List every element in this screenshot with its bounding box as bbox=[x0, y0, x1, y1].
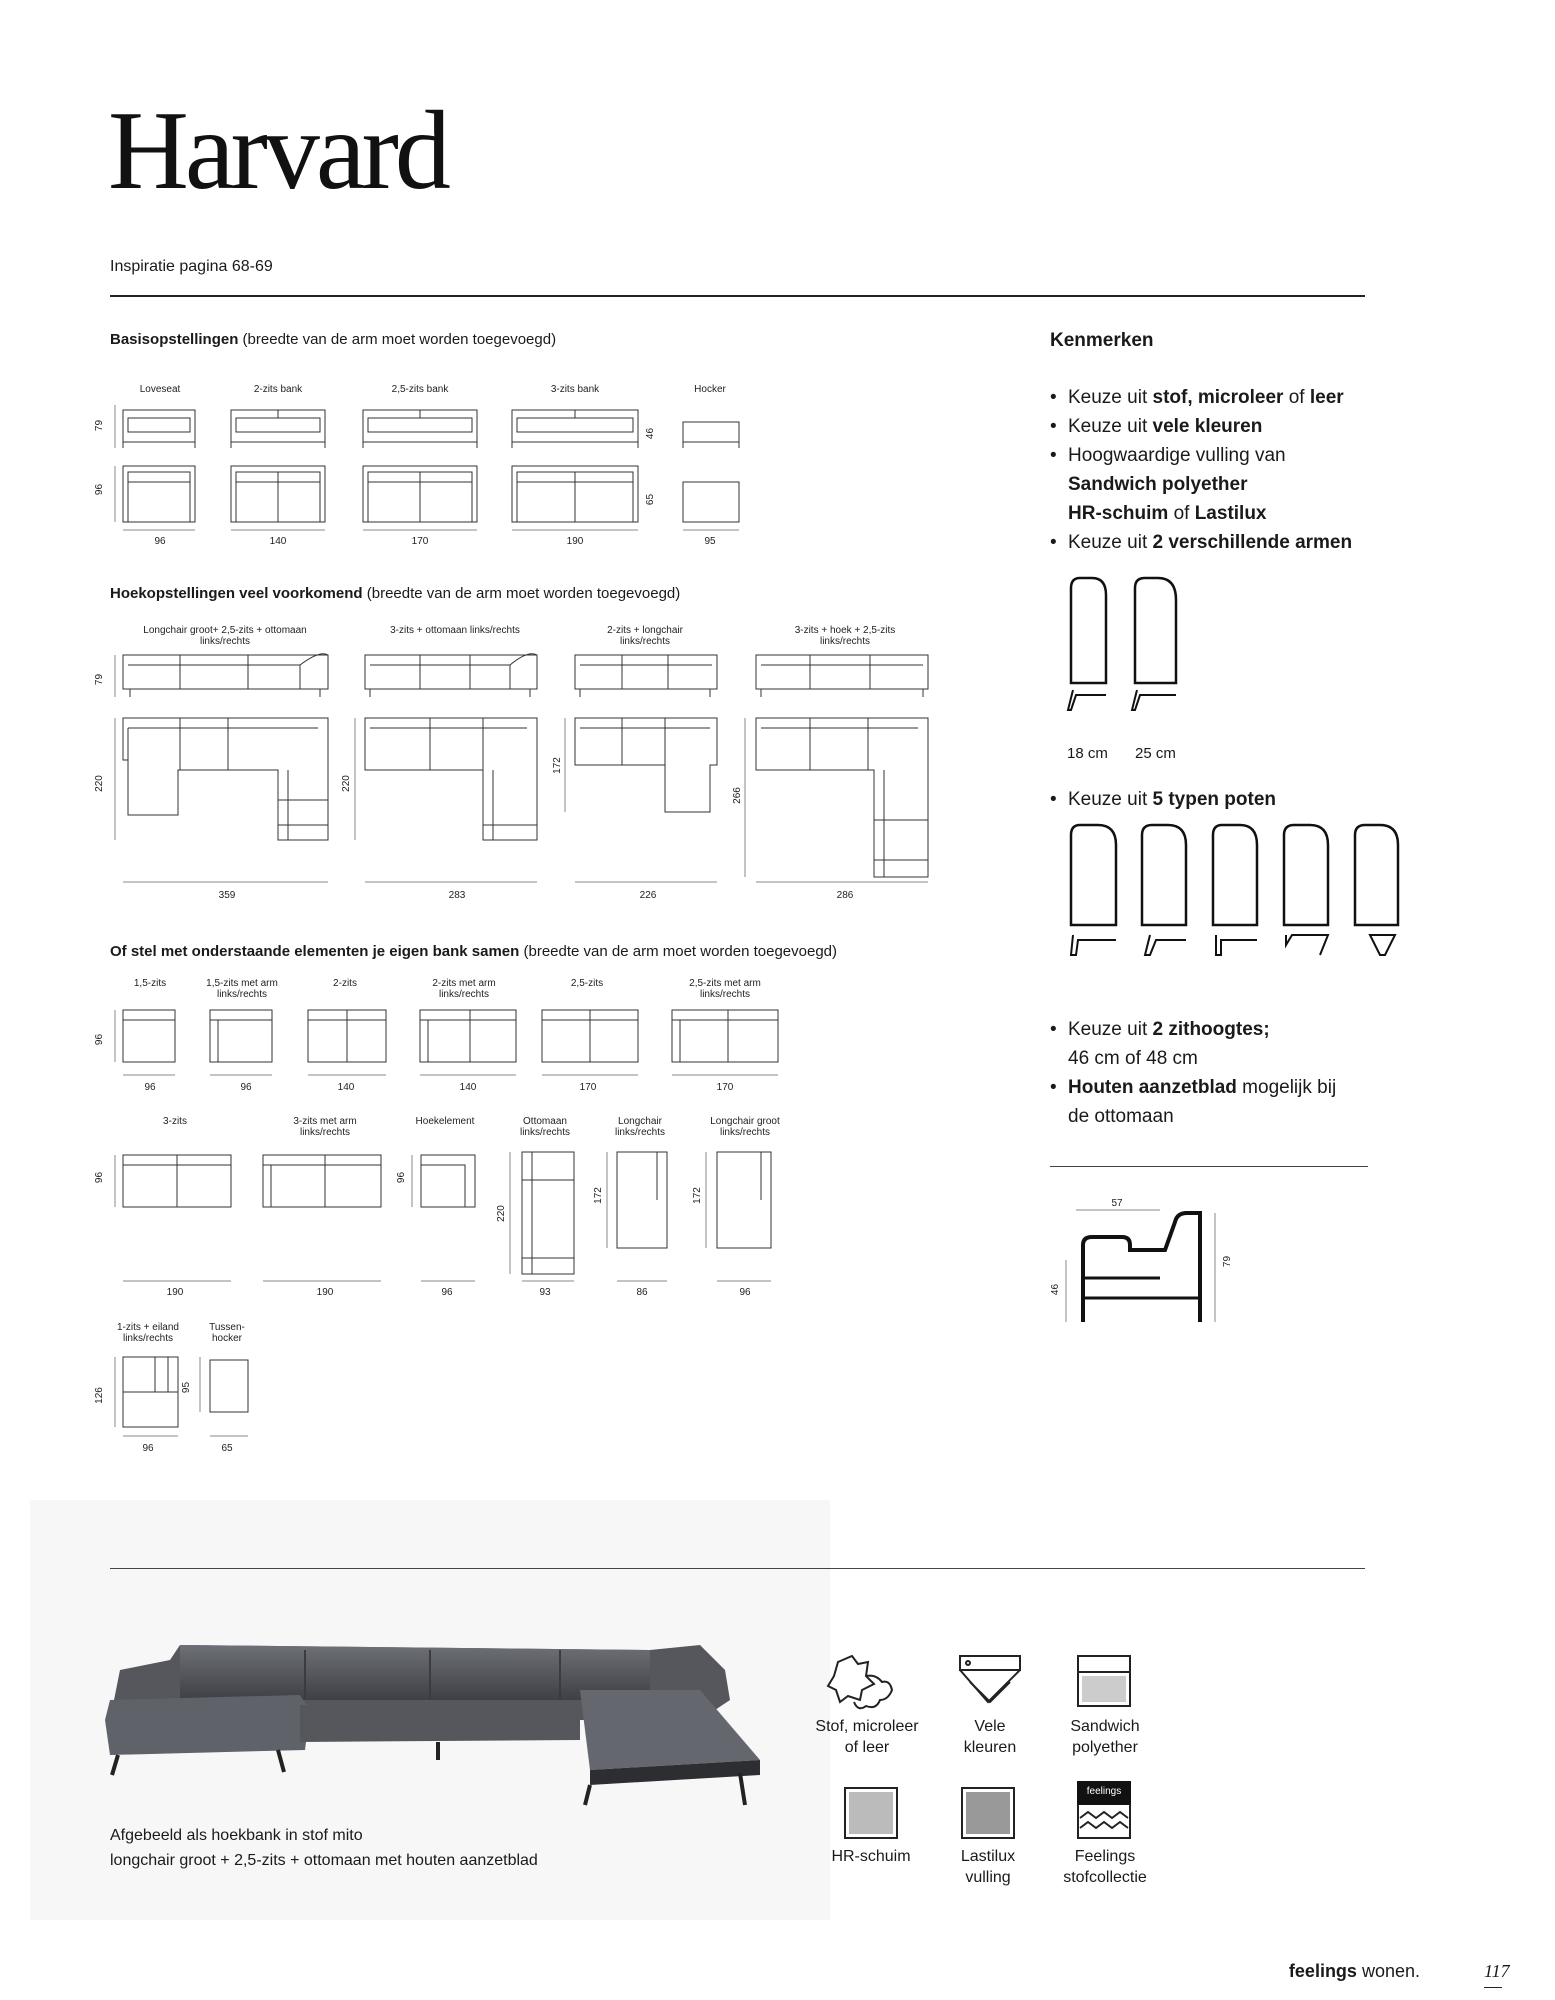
elem-label: 2-zits bbox=[333, 978, 357, 989]
elem-label: 2-zits met arm links/rechts bbox=[432, 978, 496, 1000]
icon-label-kleuren: Vele kleuren bbox=[963, 1718, 1017, 1756]
dim-label: 126 bbox=[93, 1387, 105, 1404]
dim-label: 140 bbox=[459, 1082, 477, 1093]
2-zits-label: 2-zits bank bbox=[253, 384, 303, 395]
hocker-label: Hocker bbox=[694, 384, 726, 395]
elem-label: 2,5-zits bbox=[570, 978, 604, 989]
feature-item: • Keuze uit 5 typen poten bbox=[1050, 785, 1370, 814]
dim-label: 96 bbox=[142, 1443, 154, 1454]
dim-label: 57 bbox=[1111, 1198, 1123, 1209]
page-title: Harvard bbox=[108, 89, 447, 213]
hoek-4-label: 3-zits + hoek + 2,5-zits links/rechts bbox=[794, 625, 896, 647]
hr-schuim-icon bbox=[845, 1788, 897, 1838]
features-heading: Kenmerken bbox=[1050, 330, 1154, 351]
dim-label: 190 bbox=[166, 1287, 184, 1298]
caption-line-1: Afgebeeld als hoekbank in stof mito bbox=[110, 1827, 363, 1844]
dim-label: 266 bbox=[731, 787, 743, 804]
2-5-zits-label: 2,5-zits bank bbox=[391, 384, 449, 395]
dim-label: 220 bbox=[93, 775, 105, 792]
dim-label: 190 bbox=[566, 536, 584, 547]
elem-label: 1,5-zits bbox=[133, 978, 167, 989]
elem-label: 1,5-zits met arm links/rechts bbox=[206, 978, 278, 1000]
feature-item: • Keuze uit stof, microleer of leer bbox=[1050, 383, 1370, 412]
dim-label: 172 bbox=[592, 1187, 604, 1204]
section-elementen-heading: Of stel met onderstaande elementen je eigen bank samen (breedte van de arm moet worden toegevoegd) bbox=[110, 943, 838, 960]
dim-label: 96 bbox=[94, 1171, 106, 1184]
loveseat-label: Loveseat bbox=[139, 384, 181, 395]
inspiration-note: Inspiratie pagina 68-69 bbox=[110, 258, 273, 275]
vele-kleuren-icon bbox=[960, 1656, 1020, 1702]
hoek-2-label: 3-zits + ottomaan links/rechts bbox=[390, 625, 520, 636]
dim-label: 172 bbox=[691, 1187, 703, 1204]
elem-label: Longchair links/rechts bbox=[614, 1116, 665, 1138]
dim-label: 46 bbox=[1050, 1283, 1062, 1296]
dim-label: 79 bbox=[94, 419, 106, 432]
dim-label: 93 bbox=[539, 1287, 551, 1298]
dim-label: 79 bbox=[1222, 1255, 1234, 1268]
dim-label: 65 bbox=[645, 493, 657, 506]
dim-label: 79 bbox=[94, 673, 106, 686]
dim-label: 95 bbox=[704, 536, 716, 547]
dim-label: 170 bbox=[579, 1082, 597, 1093]
dim-label: 286 bbox=[836, 890, 854, 901]
icon-label-sandwich: Sandwich polyether bbox=[1070, 1718, 1140, 1756]
dim-label: 226 bbox=[639, 890, 657, 901]
dim-label: 86 bbox=[636, 1287, 648, 1298]
elem-label: Hoekelement bbox=[415, 1116, 475, 1127]
dim-label: 96 bbox=[154, 536, 166, 547]
dim-label: 95 bbox=[181, 1381, 193, 1394]
dim-label: 140 bbox=[337, 1082, 355, 1093]
dim-label: 220 bbox=[495, 1205, 507, 1222]
elem-label: 2,5-zits met arm links/rechts bbox=[689, 978, 761, 1000]
dim-label: 65 bbox=[221, 1443, 233, 1454]
stof-microleer-icon bbox=[828, 1656, 892, 1708]
arm-size-25: 25 cm bbox=[1135, 745, 1176, 762]
section-hoek-heading: Hoekopstellingen veel voorkomend (breedte van de arm moet worden toegevoegd) bbox=[110, 585, 681, 602]
dim-label: 96 bbox=[396, 1171, 408, 1184]
caption-line-2: longchair groot + 2,5-zits + ottomaan met houten aanzetblad bbox=[110, 1852, 538, 1869]
dim-label: 46 bbox=[645, 427, 657, 440]
elem-label: 3-zits bbox=[163, 1116, 187, 1127]
elem-label: Ottomaan links/rechts bbox=[519, 1116, 570, 1138]
dim-label: 170 bbox=[411, 536, 429, 547]
elem-label: 1-zits + eiland links/rechts bbox=[117, 1322, 179, 1344]
dim-label: 359 bbox=[218, 890, 236, 901]
dim-label: 96 bbox=[144, 1082, 156, 1093]
icon-label-lastilux: Lastilux vulling bbox=[960, 1848, 1016, 1886]
hoek-3-label: 2-zits + longchair links/rechts bbox=[607, 625, 683, 647]
dim-label: 96 bbox=[739, 1287, 751, 1298]
elem-label: 3-zits met arm links/rechts bbox=[293, 1116, 357, 1138]
sandwich-polyether-icon bbox=[1078, 1656, 1130, 1706]
arm-size-18: 18 cm bbox=[1067, 745, 1108, 762]
elem-label: Tussen- hocker bbox=[209, 1322, 245, 1344]
feelings-badge: feelings bbox=[1086, 1786, 1122, 1797]
icon-label-stof: Stof, microleer of leer bbox=[815, 1718, 919, 1756]
feature-item: • Houten aanzetblad mogelijk bij de ottomaan bbox=[1050, 1073, 1370, 1131]
icon-label-hr: HR-schuim bbox=[831, 1848, 911, 1865]
section-basis-heading: Basisopstellingen (breedte van de arm moet worden toegevoegd) bbox=[110, 331, 557, 348]
feature-item: • Keuze uit 2 verschillende armen bbox=[1050, 528, 1370, 557]
dim-label: 96 bbox=[441, 1287, 453, 1298]
dim-label: 96 bbox=[94, 483, 106, 496]
page-number-underline bbox=[1484, 1987, 1502, 1988]
icon-label-feelings: Feelings stofcollectie bbox=[1063, 1848, 1147, 1886]
dim-label: 283 bbox=[448, 890, 466, 901]
page-number: 117 bbox=[1484, 1961, 1510, 1981]
feature-item: • Keuze uit vele kleuren bbox=[1050, 412, 1370, 441]
3-zits-label: 3-zits bank bbox=[550, 384, 600, 395]
dim-label: 96 bbox=[94, 1033, 106, 1046]
lastilux-icon bbox=[962, 1788, 1014, 1838]
hoek-1-label: Longchair groot+ 2,5-zits + ottomaan links/rechts bbox=[143, 625, 307, 647]
footer-brand: feelings wonen. bbox=[1288, 1961, 1420, 1981]
feature-item: • Keuze uit 2 zithoogtes; 46 cm of 48 cm bbox=[1050, 1015, 1370, 1073]
dim-label: 170 bbox=[716, 1082, 734, 1093]
elem-label: Longchair groot links/rechts bbox=[710, 1116, 780, 1138]
feature-item: • Hoogwaardige vulling van Sandwich polyether HR-schuim of Lastilux bbox=[1050, 441, 1370, 528]
dim-label: 220 bbox=[340, 775, 352, 792]
dim-label: 140 bbox=[269, 536, 287, 547]
dim-label: 172 bbox=[551, 757, 563, 774]
dim-label: 190 bbox=[316, 1287, 334, 1298]
dim-label: 96 bbox=[240, 1082, 252, 1093]
